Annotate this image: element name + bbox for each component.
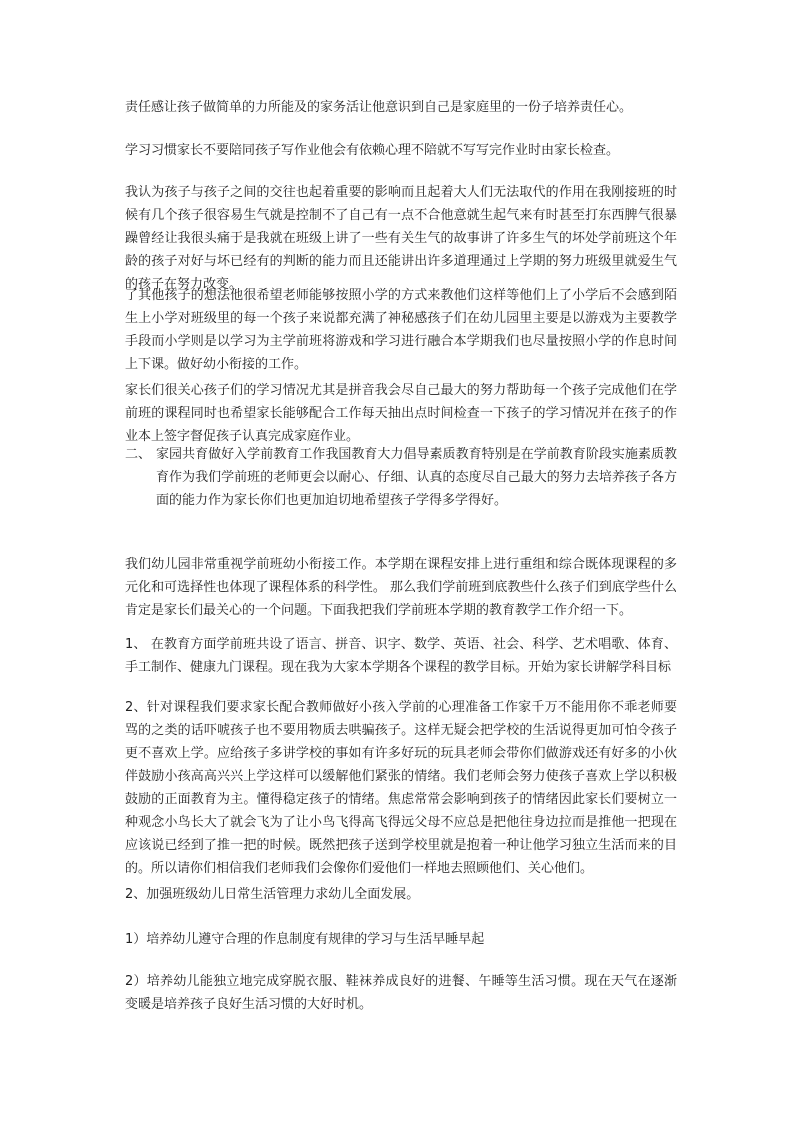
paragraph-curriculum-overview: 我们幼儿园非常重视学前班幼小衔接工作。本学期在课程安排上进行重组和综合既体现课程的多元化和可选择性也体现了课程体系的科学性。 那么我们学前班到底教些什么孩子们到底学些什么肯定是家长们最关心的一个问题。下面我把我们学前班本学期的教育教学工作介绍一下。 [125, 557, 677, 618]
paragraph-primary-school-transition: 了其他孩子的想法他很希望老师能够按照小学的方式来教他们这样等他们上了小学后不会感到陌生上小学对班级里的每一个孩子来说都充满了神秘感孩子们在幼儿园里主要是以游戏为主要教学手段而小学则是以学习为主学前班将游戏和学习进行融合本学期我们也尽量按照小学的作息时间上下课。做好幼小衔接的工作。 [125, 288, 677, 372]
paragraph-pinyin-homework: 家长们很关心孩子们的学习情况尤其是拼音我会尽自己最大的努力帮助每一个孩子完成他们在学前班的课程同时也希望家长能够配合工作每天抽出点时间检查一下孩子的学习情况并在孩子的作业本上签字督促孩子认真完成家庭作业。 [125, 383, 677, 444]
paragraph-study-habits: 学习习惯家长不要陪同孩子写作业他会有依赖心理不陪就不写写完作业时由家长检查。 [125, 143, 620, 158]
list-item-self-care: 2）培养幼儿能独立地完成穿脱衣服、鞋袜养成良好的进餐、午睡等生活习惯。现在天气在逐渐变暖是培养孩子良好生活习惯的大好时机。 [125, 974, 677, 1012]
paragraph-home-school-cooperation: 家园共育做好入学前教育工作我国教育大力倡导素质教育特别是在学前教育阶段实施素质教育作为我们学前班的老师更会以耐心、仔细、认真的态度尽自己最大的努力去培养孩子各方面的能力作为家长你们也更加迫切地希望孩子学得多学得好。 [156, 447, 677, 508]
list-item-schedule: 1）培养幼儿遵守合理的作息制度有规律的学习与生活早睡早起 [125, 932, 485, 947]
paragraph-responsibility: 责任感让孩子做简单的力所能及的家务活让他意识到自己是家庭里的一份子培养责任心。 [125, 100, 633, 115]
paragraph-peer-interaction: 我认为孩子与孩子之间的交往也起着重要的影响而且起着大人们无法取代的作用在我刚接班的时候有几个孩子很容易生气就是控制不了自己有一点不合他意就生起气来有时甚至打东西脾气很暴躁曾经让我很头痛于是我就在班级上讲了一些有关生气的故事讲了许多生气的坏处学前班这个年龄的孩子对好与坏已经有的判断的能力而且还能讲出许多道理通过上学期的努力班级里就爱生气的孩子在努力改变。 [125, 185, 677, 292]
section-number-two: 二、 [125, 447, 152, 462]
paragraph-nine-courses: 1、 在教育方面学前班共设了语言、拼音、识字、数学、英语、社会、科学、艺术唱歌、体育、手工制作、健康九门课程。现在我为大家本学期各个课程的教学目标。开始为家长讲解学科目标 [125, 637, 677, 675]
paragraph-daily-management: 2、加强班级幼儿日常生活管理力求幼儿全面发展。 [125, 887, 420, 902]
paragraph-parent-cooperation: 2、针对课程我们要求家长配合教师做好小孩入学前的心理准备工作家千万不能用你不乖老师要骂的之类的话吓唬孩子也不要用物质去哄骗孩子。这样无疑会把学校的生活说得更加可怕令孩子更不喜欢上学。应给孩子多讲学校的事如有许多好玩的玩具老师会带你们做游戏还有好多的小伙伴鼓励小孩高高兴兴上学这样可以缓解他们紧张的情绪。我们老师会努力使孩子喜欢上学以积极鼓励的正面教育为主。懂得稳定孩子的情绪。焦虑常常会影响到孩子的情绪因此家长们要树立一种观念小鸟长大了就会飞为了让小鸟飞得高飞得远父母不应总是把他往身边拉而是推他一把现在应该说已经到了推一把的时候。既然把孩子送到学校里就是抱着一种让他学习独立生活而来的目的。所以请你们相信我们老师我们会像你们爱他们一样地去照顾他们、关心他们。 [125, 700, 677, 876]
